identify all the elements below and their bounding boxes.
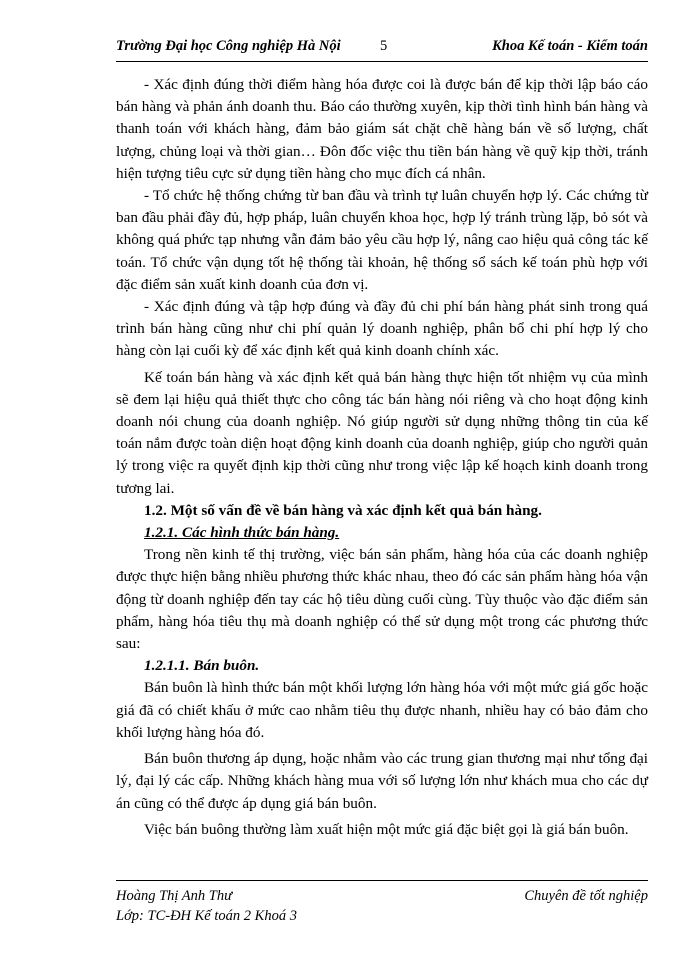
- document-body: [116, 74, 648, 841]
- wholesale-paragraph-3: Việc bán buông thường làm xuất hiện một mức giá đặc biệt gọi là giá bán buôn.: [144, 820, 629, 838]
- subsubsection-heading: 1.2.1.1. Bán buôn.: [144, 657, 260, 675]
- wholesale-paragraph-2: Bán buôn thương áp dụng, hoặc nhằm vào các trung gian thương mại như tổng đại lý, đại lý các cấp. Những khách hàng mua với số lượng lớn như khách mua cho các dự án cũng có thể được áp dụng giá bán buôn.: [116, 750, 648, 812]
- intro-paragraph: Trong nền kinh tế thị trường, việc bán sản phẩm, hàng hóa của các doanh nghiệp được thực hiện bằng nhiều phương thức khác nhau, theo đó các sản phẩm hàng hóa vận động từ doanh nghiệp đến tay các hộ tiêu dùng cuối cùng. Tùy thuộc vào đặc điểm sản phẩm, hàng hóa tiêu thụ mà doanh nghiệp có thể sử dụng một trong các phương thức sau:: [116, 546, 648, 653]
- footer-divider: [116, 880, 648, 881]
- subsection-heading: 1.2.1. Các hình thức bán hàng.: [144, 524, 340, 542]
- section-heading: 1.2. Một số vấn đề về bán hàng và xác định kết quả bán hàng.: [144, 501, 542, 519]
- paragraph-2: - Tổ chức hệ thống chứng từ ban đầu và trình tự luân chuyển hợp lý. Các chứng từ ban đầu phải đầy đủ, hợp pháp, luân chuyển khoa học, hợp lý tránh trùng lặp, bỏ sót và không quá phức tạp nhưng vẫn đảm bảo yêu cầu hợp lý, nâng cao hiệu quả công tác kế toán. Tổ chức vận dụng tốt hệ thống tài khoản, hệ thống sổ sách kế toán phù hợp với đặc điểm sản xuất kinh doanh của đơn vị.: [116, 187, 648, 293]
- wholesale-paragraph-1: Bán buôn là hình thức bán một khối lượng lớn hàng hóa với một mức giá gốc hoặc giá đã có chiết khấu ở mức cao nhằm tiêu thụ được nhanh, nhiều hay có bảo đảm cho khối lượng hàng hóa đó.: [116, 679, 648, 741]
- header-school: Trường Đại học Công nghiệp Hà Nội: [116, 38, 341, 54]
- header-divider: [116, 61, 648, 62]
- footer-doc-type: Chuyên đề tốt nghiệp: [524, 888, 648, 904]
- paragraph-4: Kế toán bán hàng và xác định kết quả bán hàng thực hiện tốt nhiệm vụ của mình sẽ đem lại hiệu quả thiết thực cho công tác bán hàng nói riêng và cho hoạt động kinh doanh nói chung của doanh nghiệp. Nó giúp người sử dụng những thông tin của kế toán nắm được toàn diện hoạt động kinh doanh của doanh nghiệp, giúp cho người quản lý trong việc ra quyết định kịp thời cũng như trong việc lập kế hoạch kinh doanh trong tương lai.: [116, 368, 648, 497]
- paragraph-3: - Xác định đúng và tập hợp đúng và đầy đủ chi phí bán hàng phát sinh trong quá trình bán hàng cũng như chi phí quản lý doanh nghiệp, phân bổ chi phí hợp lý cho hàng còn lại cuối kỳ để xác định kết quả kinh doanh chính xác.: [116, 298, 648, 360]
- footer-class: Lớp: TC-ĐH Kế toán 2 Khoá 3: [116, 908, 297, 924]
- header-page-number: 5: [380, 38, 388, 54]
- paragraph-1: - Xác định đúng thời điểm hàng hóa được coi là được bán để kịp thời lập báo cáo bán hàng và phản ánh doanh thu. Báo cáo thường xuyên, kịp thời tình hình bán hàng và thanh toán với khách hàng, đảm bảo giám sát chặt chẽ hàng bán về số lượng, chất lượng, chủng loại và thời gian… Đôn đốc việc thu tiền bán hàng về quỹ kịp thời, tránh hiện tượng tiêu cực sử dụng tiền hàng cho mục đích cá nhân.: [116, 76, 648, 182]
- page-header: [116, 38, 648, 60]
- footer-author: Hoàng Thị Anh Thư: [116, 888, 233, 904]
- header-faculty: Khoa Kế toán - Kiểm toán: [492, 38, 648, 54]
